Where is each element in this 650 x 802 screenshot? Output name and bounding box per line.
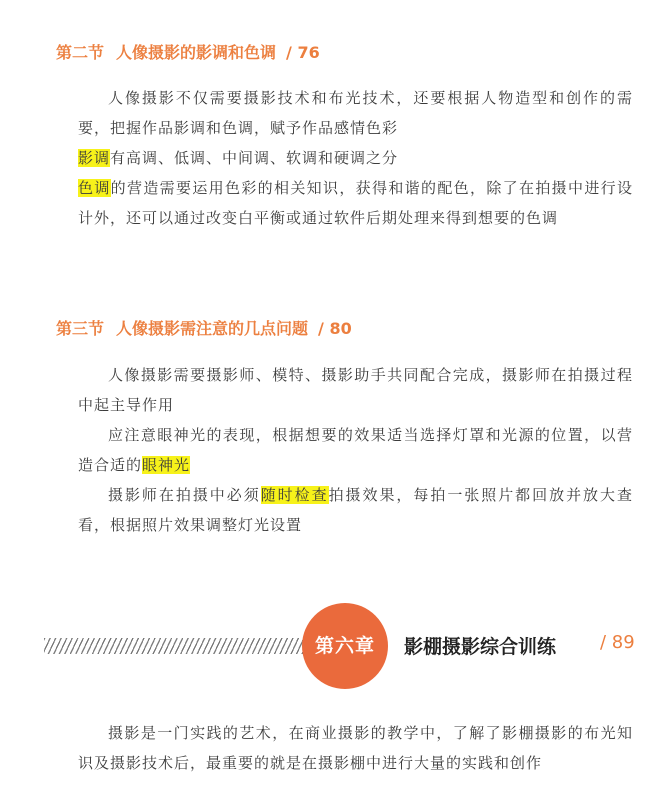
highlight-suishijiancha: 随时检查 (260, 486, 329, 504)
highlight-yingdiao: 影调 (78, 149, 111, 167)
section2-heading (56, 40, 320, 63)
section3-page: / 80 (318, 319, 352, 338)
section3-paragraph-1: 人像摄影需要摄影师、模特、摄影助手共同配合完成，摄影师在拍摄过程中起主导作用 (78, 366, 633, 414)
highlight-sediao: 色调 (78, 179, 111, 197)
chapter6-paragraph-1: 摄影是一门实践的艺术，在商业摄影的教学中，了解了影棚摄影的布光知识及摄影技术后，最重要的就是在摄影棚中进行大量的实践和创作 (78, 724, 633, 772)
chapter6-title: 影棚摄影综合训练 (404, 636, 557, 658)
section2-number: 第二节 (56, 43, 105, 62)
hatch-decoration (44, 638, 306, 654)
chapter6-page: / 89 (600, 632, 635, 653)
chapter6-banner (40, 606, 640, 686)
section2-paragraph-2 (78, 143, 633, 173)
section2-paragraph-1: 人像摄影不仅需要摄影技术和布光技术，还要根据人物造型和创作的需要，把握作品影调和色调，赋予作品感情色彩 (78, 89, 633, 137)
chapter-circle-badge (302, 603, 388, 689)
section3-paragraph-3-after: 拍摄效果，每拍一张照片都回放并放大查看，根据照片效果调整灯光设置 (78, 486, 633, 534)
section3-title: 人像摄影需注意的几点问题 (116, 319, 309, 338)
section3-paragraph-3-before: 摄影师在拍摄中必须 (108, 486, 261, 504)
section2-paragraph-3 (78, 173, 633, 233)
section3-heading (56, 316, 352, 339)
chapter6-label: 第六章 (314, 635, 375, 657)
section3-paragraph-3 (78, 480, 633, 540)
highlight-yanshenguang: 眼神光 (142, 456, 191, 474)
section2-paragraph-2-text: 有高调、低调、中间调、软调和硬调之分 (110, 149, 399, 167)
section3-paragraph-2-text: 应注意眼神光的表现，根据想要的效果适当选择灯罩和光源的位置，以营造合适的 (78, 426, 633, 474)
section3-number: 第三节 (56, 319, 105, 338)
section2-paragraph-3-text: 的营造需要运用色彩的相关知识，获得和谐的配色，除了在拍摄中进行设计外，还可以通过改变白平衡或通过软件后期处理来得到想要的色调 (78, 179, 633, 227)
section3-paragraph-2 (78, 420, 633, 480)
section2-title: 人像摄影的影调和色调 (116, 43, 277, 62)
section2-page: / 76 (286, 43, 320, 62)
